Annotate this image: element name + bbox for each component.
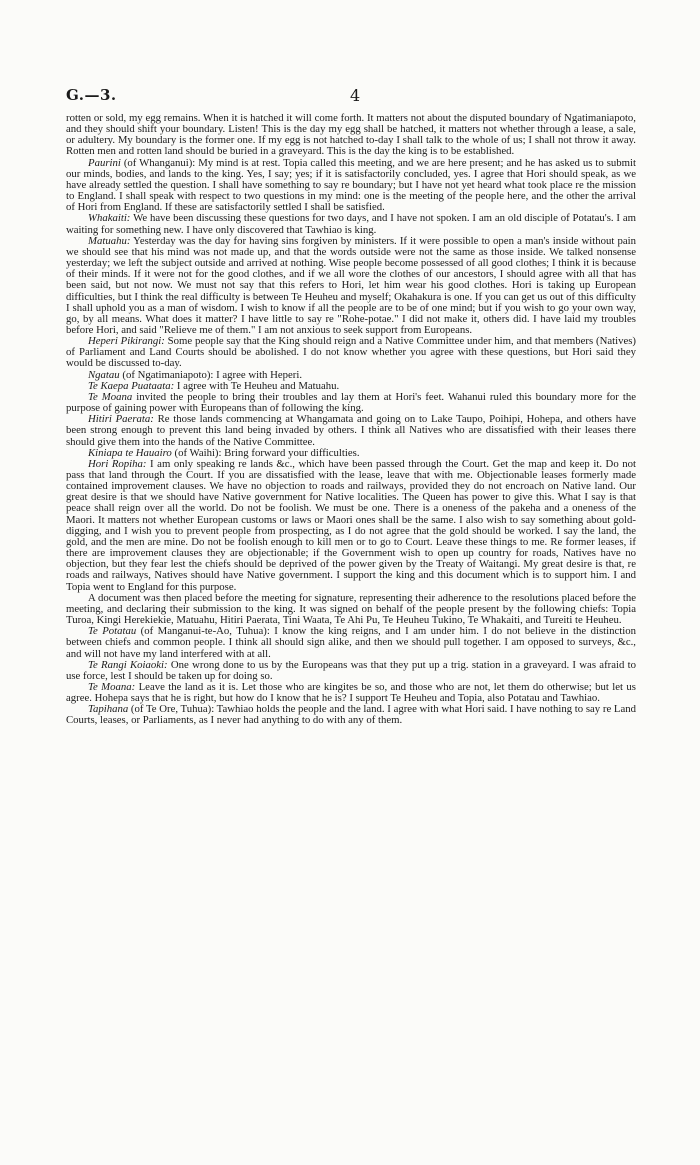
paragraph-text: (of Manganui-te-Ao, Tuhua): I know the king reigns, and I am under him. I do not believe in the distinction between chiefs and common people. I think all should sign alike, and then we should pull together. I am opposed to surveys, &c., and will not have my land interfered with at all. <box>66 625 636 660</box>
document-reference: G.—3. <box>66 86 117 104</box>
paragraph-text: Yesterday was the day for having sins forgiven by ministers. If it were possible to open a man's inside without pain we should see that his mind was not made up, and that the words outside were not the same as those inside. We talked nonsense yesterday; we left the subject outside and arrived at nothing. Wise people become possessed of all good clothes; I think it is because of their minds. If it were not for the good clothes, and if we all wore the clothes of our ancestors, I should agree with all that has been said, but not now. We must not say that this refers to Hori, let him wear his good clothes. Hori is taking up European difficulties, but I think the real difficulty is between Te Heuheu and myself; Okahakura is one. If you can get us out of this difficulty I shall uphold you as a man of wisdom. I wish to know if all the people are to be of one mind; but if you wish to go your own way, go, by all means. What does it matter? I have little to say re "Rohe-potae." I did not make it, others did. I have laid my troubles before Hori, and said "Relieve me of them." I am not anxious to seek support from Europeans. <box>66 234 636 336</box>
speaker-name: Te Moana <box>88 390 133 403</box>
speaker-name: Paurini <box>88 156 121 169</box>
paragraph <box>66 682 636 704</box>
paragraph-text: (of Ngatimaniapoto): I agree with Heperi. <box>119 368 303 381</box>
speaker-name: Tapihana <box>88 703 129 716</box>
paragraph-text: We have been discussing these questions for two days, and I have not spoken. I am an old disciple of Potatau's. I am waiting for something new. I have only discovered that Tawhiao is king. <box>66 212 636 236</box>
body-text <box>66 113 636 727</box>
speaker-name: Whakaiti: <box>88 212 131 225</box>
paragraph-text: (of Waihi): Bring forward your difficulties. <box>171 446 360 459</box>
paragraph-text: Some people say that the King should reign and a Native Committee under him, and that members (Natives) of Parliament and Land Courts should be abolished. I do not know whether you agree with these questions, but Hori said they would be discussed to-day. <box>66 335 636 370</box>
speaker-name: Te Potatau <box>88 625 137 638</box>
paragraph <box>66 660 636 682</box>
speaker-name: Te Moana: <box>88 680 136 693</box>
speaker-name: Hori Ropiha: <box>88 457 147 470</box>
paragraph <box>66 158 636 214</box>
speaker-name: Te Kaepa Puataata: <box>88 379 175 392</box>
paragraph-text: I am only speaking re lands &c., which have been passed through the Court. Get the map and keep it. Do not pass that land through the Court. If you are dissatisfied with the lease, leave that with me. Objectionable leases formerly made contained improvement clauses. We have no objection to roads and railways, provided they do not encroach on Native land. Our great desire is that we should have Native government for Native localities. The Queen has power to give this. What I say is that peace shall reign over all the world. Do not be foolish. We must be one. There is a oneness of the pakeha and a oneness of the Maori. It matters not whether European customs or laws or Maori ones shall be the same. I also wish to say something about gold-digging, and I wish you to prevent people from prospecting, as I do not agree that the gold should be worked. I say the land, the gold, and the men are mine. Do not be foolish enough to kill men or to go to Court. Leave these things to me. Re former leases, if there are improvement clauses they are objectionable; if the Government wish to open up country for roads, Natives have no objection, but they fear lest the chiefs should be deprived of the power given by the Treaty of Waitangi. My great desire is that, re roads and railways, Natives should have Native government. I support the king and this document which is to support him. I and Topia went to England for this purpose. <box>66 457 636 593</box>
paragraph-text: A document was then placed before the meeting for signature, representing their adherence to the resolutions placed before the meeting, and declaring their submission to the king. It was signed on behalf of the people present by the following chiefs: Topia Turoa, Kingi Herekiekie, Matuahu, Hitiri Paerata, Tini Waata, Te Ahi Pu, Te Heuheu Tukino, Te Whakaiti, and Tureiti te Heuheu. <box>66 591 636 627</box>
paragraph <box>66 704 636 726</box>
speaker-name: Te Rangi Koiaoki: <box>88 658 168 671</box>
paragraph <box>66 626 636 659</box>
paragraph-text: (of Te Ore, Tuhua): Tawhiao holds the people and the land. I agree with what Hori said. I have nothing to say re Land Courts, leases, or Parliaments, as I never had anything to do with any of them. <box>66 703 636 727</box>
paragraph-text: I agree with Te Heuheu and Matuahu. <box>174 379 340 392</box>
paragraph <box>66 459 636 593</box>
page-number: 4 <box>350 86 361 105</box>
page-header <box>66 86 636 106</box>
paragraph <box>66 593 636 626</box>
paragraph-text: Re those lands commencing at Whangamata and going on to Lake Taupo, Poihipi, Hohepa, and others have been strong enough to prevent this land being invaded by others. I think all Natives who are dissatisfied with their leases there should give them into the hands of the Native Committee. <box>66 413 637 448</box>
paragraph-text: (of Whanganui): My mind is at rest. Topia called this meeting, and we are here present; and he has asked us to submit our minds, bodies, and lands to the king. Yes, I say; yes; if it is satisfactorily concluded, yes. I agree that Hori should speak, as we have already settled the question. I shall have something to say re boundary; but I have not yet heard what took place re the mission to England. I shall speak with respect to two questions in my mind: one is the meeting of the people here, and the other the arrival of Hori from England. If these are satisfactorily settled I shall be satisfied. <box>66 156 636 214</box>
speaker-name: Hitiri Paerata: <box>88 413 154 426</box>
paragraph-text: rotten or sold, my egg remains. When it is hatched it will come forth. It matters not about the disputed boundary of Ngatimaniapoto, and they should shift your boundary. Listen! This is the day my egg shall be hatched, it matters not whether through a lease, a sale, or adultery. My boundary is the former one. If my egg is not hatched to-day I shall talk to the whole of us; I shall not throw it away. Rotten men and rotten land should be buried in a graveyard. This is the day the king is to be established. <box>66 112 636 158</box>
speaker-name: Matuahu: <box>88 234 131 247</box>
paragraph <box>66 392 636 414</box>
paragraph <box>66 236 636 336</box>
paragraph-text: Leave the land as it is. Let those who are kingites be so, and those who are not, let them do otherwise; but let us agree. Hohepa says that he is right, but how do I know that he is? I support Te Heuheu and Topia, also Potatau and Tawhiao. <box>66 680 636 705</box>
paragraph-text: One wrong done to us by the Europeans was that they put up a trig. station in a graveyard. I was afraid to use force, lest I should be taken up for doing so. <box>66 658 637 682</box>
paragraph-text: invited the people to bring their troubles and lay them at Hori's feet. Wahanui ruled this boundary more for the purpose of gaining power with Europeans than of following the king. <box>66 390 637 415</box>
speaker-name: Heperi Pikirangi: <box>88 335 165 348</box>
paragraph <box>66 113 636 158</box>
paragraph <box>66 414 636 447</box>
speaker-name: Kiniapa te Hauairo <box>88 446 172 459</box>
paragraph <box>66 213 636 235</box>
speaker-name: Ngatau <box>88 368 120 381</box>
paragraph <box>66 336 636 369</box>
